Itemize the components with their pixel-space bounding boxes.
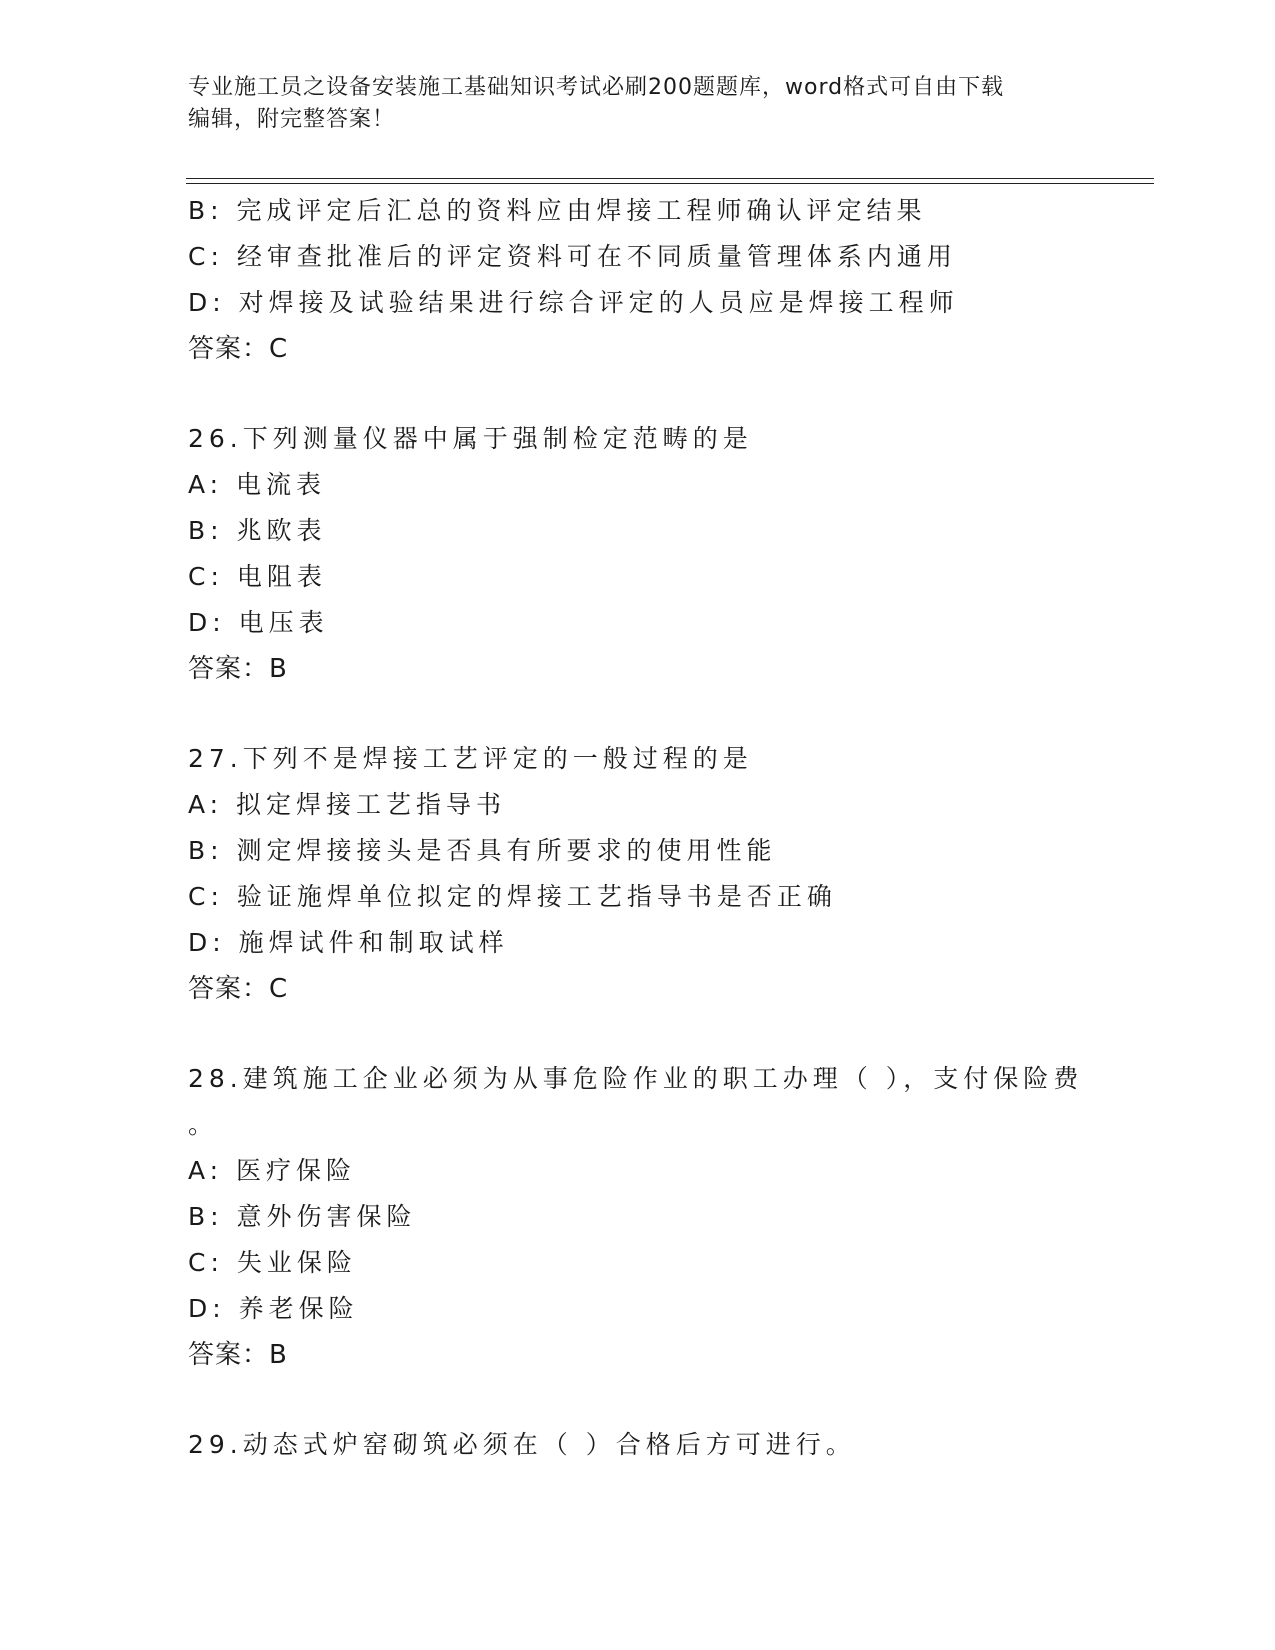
option-a: A: 医疗保险 xyxy=(188,1156,357,1185)
answer-line: 答案：C xyxy=(188,974,289,1004)
answer-line: 答案：C xyxy=(188,334,289,364)
question-25-continued xyxy=(188,188,1088,372)
question-stem: 26.下列测量仪器中属于强制检定范畴的是 xyxy=(188,424,753,453)
header-divider xyxy=(186,178,1154,184)
option-d: D: 养老保险 xyxy=(188,1294,359,1323)
option-c: C: 失业保险 xyxy=(188,1248,357,1277)
option-b: B: 测定焊接接头是否具有所要求的使用性能 xyxy=(188,836,777,865)
question-26 xyxy=(188,416,1088,692)
header-line-2: 编辑，附完整答案！ xyxy=(188,107,396,132)
question-28 xyxy=(188,1056,1088,1378)
header-line-1: 专业施工员之设备安装施工基础知识考试必刷200题题库，word格式可自由下载 xyxy=(188,75,1005,100)
option-c: C: 电阻表 xyxy=(188,562,327,591)
option-c: C: 验证施焊单位拟定的焊接工艺指导书是否正确 xyxy=(188,882,837,911)
option-c: C: 经审查批准后的评定资料可在不同质量管理体系内通用 xyxy=(188,242,957,271)
option-d: D: 施焊试件和制取试样 xyxy=(188,928,509,957)
page-header xyxy=(188,72,1068,136)
question-stem-continuation: 。 xyxy=(188,1110,214,1139)
option-d: D: 电压表 xyxy=(188,608,329,637)
option-a: A: 拟定焊接工艺指导书 xyxy=(188,790,507,819)
question-list xyxy=(188,188,1088,1468)
question-stem: 29.动态式炉窑砌筑必须在（ ）合格后方可进行。 xyxy=(188,1430,856,1459)
option-d: D: 对焊接及试验结果进行综合评定的人员应是焊接工程师 xyxy=(188,288,959,317)
answer-line: 答案：B xyxy=(188,1340,288,1370)
answer-line: 答案：B xyxy=(188,654,288,684)
question-27 xyxy=(188,736,1088,1012)
question-stem: 27.下列不是焊接工艺评定的一般过程的是 xyxy=(188,744,753,773)
option-b: B: 兆欧表 xyxy=(188,516,327,545)
option-a: A: 电流表 xyxy=(188,470,327,499)
option-b: B: 意外伤害保险 xyxy=(188,1202,417,1231)
question-stem: 28.建筑施工企业必须为从事危险作业的职工办理（ ），支付保险费 xyxy=(188,1064,1084,1093)
question-29 xyxy=(188,1422,1088,1468)
option-b: B: 完成评定后汇总的资料应由焊接工程师确认评定结果 xyxy=(188,196,927,225)
